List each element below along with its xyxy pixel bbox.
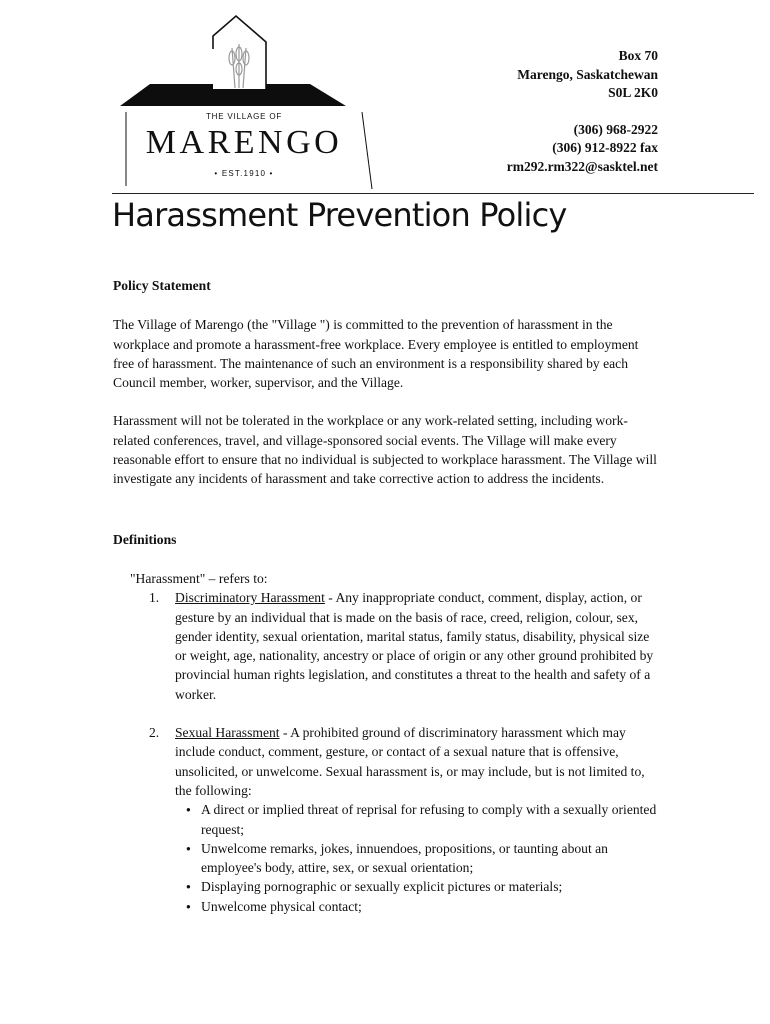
logo-established: • EST.1910 • [214, 169, 274, 178]
list-item-text: Unwelcome physical contact; [201, 898, 362, 914]
list-item [186, 897, 658, 916]
bullet-icon: ● [186, 901, 191, 911]
sexual-harassment-examples [175, 800, 658, 916]
definition-item [149, 723, 658, 916]
policy-statement-heading: Policy Statement [113, 278, 211, 293]
address-phone: (306) 968-2922 [573, 121, 658, 137]
document-body [113, 276, 658, 916]
definition-text: - A prohibited ground of discriminatory harassment which may include conduct, comment, gesture, or contact of a sexual nature that is offensive, unsolicited, or unwelcome. Sexual harassment is, or may include, but is not limited to, the following: [175, 725, 645, 798]
definition-text: - Any inappropriate conduct, comment, display, action, or gesture by an individual that is made on the basis of race, creed, religion, colour, sex, gender identity, sexual orientation, marital status, family status, disability, physical size or weight, age, nationality, ancestry or place of origin or any other ground prohibited by provincial human rights legislation, and constitutes a threat to the health and safety of a worker. [175, 590, 654, 702]
harassment-intro: "Harassment" – refers to: [130, 570, 268, 586]
document-title: Harassment Prevention Policy [112, 196, 567, 234]
list-item-text: A direct or implied threat of reprisal for refusing to comply with a sexually oriented request; [201, 802, 657, 837]
village-logo [110, 14, 380, 194]
address-fax: (306) 912-8922 fax [552, 140, 658, 155]
list-item-text: Unwelcome remarks, jokes, innuendoes, propositions, or taunting about an employee's body, attire, sex, or sexual orientation; [201, 840, 608, 876]
list-number: 2. [149, 725, 160, 741]
address-block [507, 47, 658, 176]
logo-name: MARENGO [145, 124, 343, 161]
list-number: 1. [149, 590, 160, 606]
bullet-icon: ● [186, 843, 191, 853]
list-item-text: Displaying pornographic or sexually explicit pictures or materials; [201, 879, 563, 895]
village-logo-graphic [110, 14, 380, 194]
definition-term: Sexual Harassment [175, 725, 280, 741]
list-item [186, 839, 658, 878]
wheat-icon [229, 44, 249, 88]
bullet-icon: ● [186, 805, 191, 815]
policy-statement-paragraph-1: The Village of Marengo (the "Village ") is committed to the prevention of harassment in the workplace and promote a harassment-free workplace. Every employee is entitled to employment free of harassment. The maintenance of such an environment is a responsibility shared by each Council member, worker, supervisor, and the Village. [113, 317, 639, 391]
policy-statement-paragraph-2: Harassment will not be tolerated in the workplace or any work-related setting, including work-related conferences, travel, and village-sponsored social events. The Village will make every reasonable effort to ensure that no individual is subjected to workplace harassment. The Village will investigate any incidents of harassment and take corrective action to address the incidents. [113, 413, 657, 487]
bullet-icon: ● [186, 882, 191, 892]
list-item [186, 877, 658, 896]
definition-term: Discriminatory Harassment [175, 590, 325, 606]
definition-item [149, 588, 658, 704]
address-box: Box 70 [618, 48, 658, 63]
address-postal: S0L 2K0 [608, 85, 658, 100]
address-town: Marengo, Saskatchewan [517, 66, 658, 82]
address-email: rm292.rm322@sasktel.net [506, 158, 658, 174]
header-divider [112, 193, 754, 194]
definitions-list [113, 588, 658, 916]
definitions-heading: Definitions [113, 531, 177, 547]
logo-small-text: THE VILLAGE OF [205, 112, 283, 121]
list-item [186, 800, 658, 839]
